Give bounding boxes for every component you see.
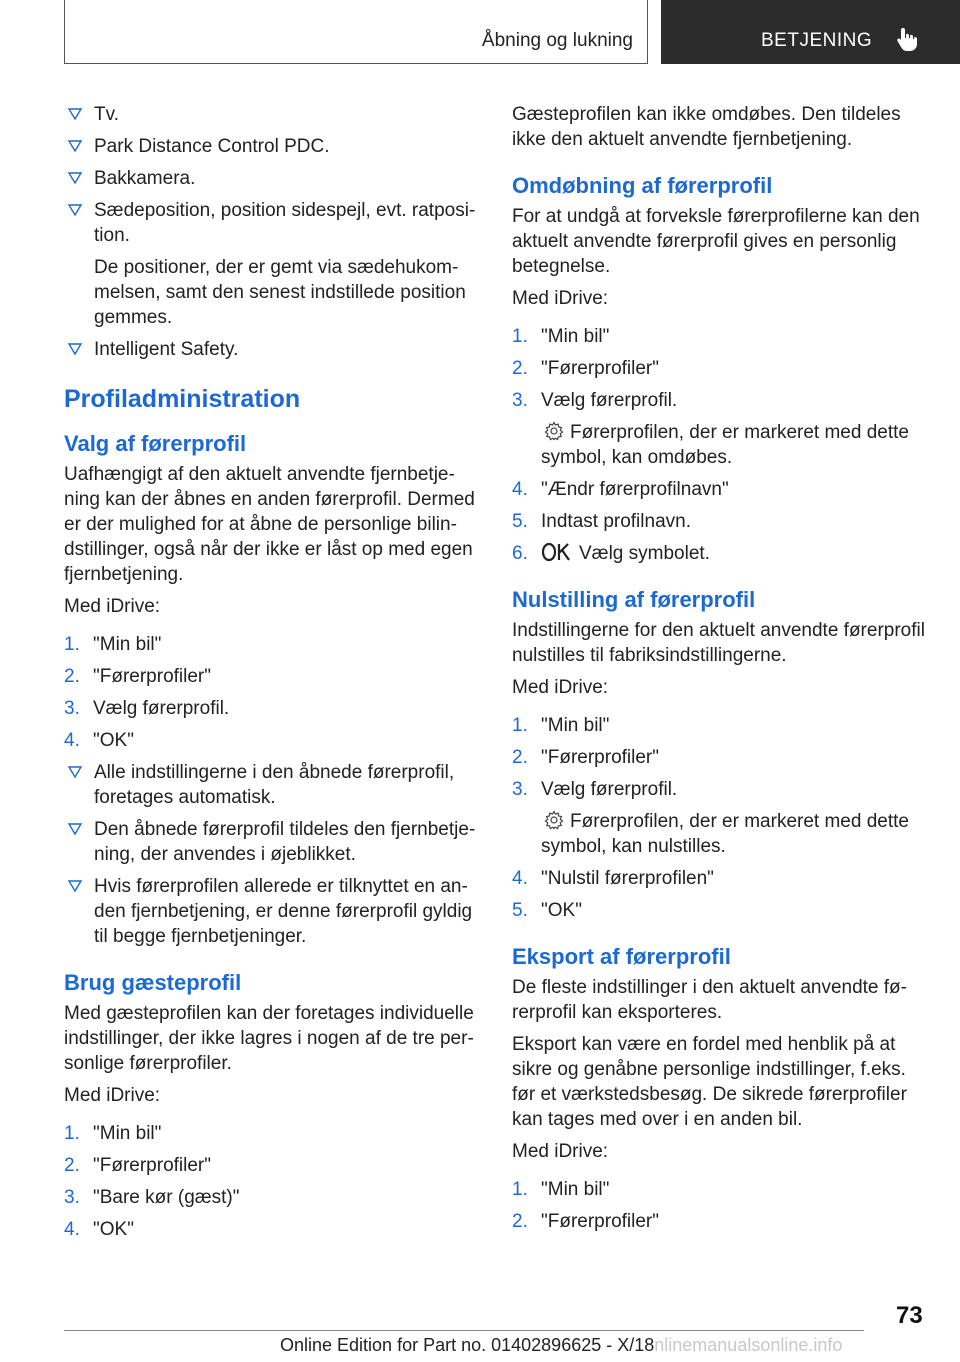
- numbered-step: [64, 664, 476, 689]
- numbered-step: [64, 1121, 476, 1146]
- numbered-step: [512, 866, 928, 891]
- bullet-text: Alle indstillingerne i den åbnede førerprofil, foretages automatisk.: [94, 762, 455, 808]
- numbered-step: [64, 1185, 476, 1210]
- numbered-step: [64, 728, 476, 753]
- step-text: "Nulstil førerprofilen": [541, 868, 714, 889]
- step-note: [512, 809, 928, 859]
- footer-divider: [64, 1330, 864, 1331]
- paragraph: Gæsteprofilen kan ikke omdøbes. Den tildeles ikke den aktuelt anvendte fjernbetjening.: [512, 104, 901, 150]
- step-number: 2.: [512, 358, 528, 379]
- triangle-bullet-icon: [67, 138, 83, 154]
- paragraph: Uafhængigt af den aktuelt anvendte fjernbetjening kan der åbnes en anden førerprofil. Dermed er der mulighed for at åbne de personlige bilindstillinger, også når der ikke er låst op med egen fjernbetjening.: [64, 464, 475, 585]
- step-number: 1.: [512, 715, 528, 736]
- step-number: 2.: [512, 747, 528, 768]
- bullet-item: [64, 874, 476, 949]
- bullet-text: Den åbnede førerprofil tildeles den fjernbetjening, der anvendes i øjeblikket.: [94, 819, 476, 865]
- step-text: Indtast profilnavn.: [541, 511, 691, 532]
- step-text: "Min bil": [93, 634, 162, 655]
- numbered-step: [512, 777, 928, 802]
- edition-text: Online Edition for Part no. 01402896625 - X/18: [280, 1335, 655, 1355]
- triangle-bullet-icon: [67, 821, 83, 837]
- step-text: "Bare kør (gæst)": [93, 1187, 240, 1208]
- numbered-step: [512, 324, 928, 349]
- step-text: Vælg førerprofil.: [541, 390, 678, 411]
- step-text: "Førerprofiler": [541, 1211, 659, 1232]
- step-number: 5.: [512, 511, 528, 532]
- numbered-step: [64, 696, 476, 721]
- numbered-step: [512, 898, 928, 923]
- numbered-step: [512, 745, 928, 770]
- numbered-step: [512, 541, 928, 566]
- step-text: "Førerprofiler": [541, 358, 659, 379]
- step-text: Vælg symbolet.: [579, 543, 710, 564]
- step-text: "OK": [93, 1219, 134, 1240]
- step-text: Vælg førerprofil.: [541, 779, 678, 800]
- note-text: Førerprofilen, der er markeret med dette symbol, kan nulstilles.: [541, 811, 909, 857]
- step-text: "OK": [93, 730, 134, 751]
- step-text: Vælg førerprofil.: [93, 698, 230, 719]
- step-text: "Min bil": [541, 1179, 610, 1200]
- chapter-tab: [661, 0, 960, 64]
- page-number: 73: [896, 1302, 923, 1329]
- numbered-step: [64, 632, 476, 657]
- triangle-bullet-icon: [67, 202, 83, 218]
- footer-edition: [280, 1335, 842, 1356]
- triangle-bullet-icon: [67, 764, 83, 780]
- right-column: [512, 102, 928, 1241]
- step-number: 3.: [64, 698, 80, 719]
- paragraph: Med iDrive:: [64, 596, 161, 617]
- paragraph: Med gæsteprofilen kan der foretages individuelle indstillinger, der ikke lagres i nogen af de tre personlige førerprofiler.: [64, 1003, 474, 1074]
- step-number: 4.: [512, 868, 528, 889]
- left-column: [64, 102, 476, 1249]
- gear-icon: [544, 421, 564, 441]
- step-text: "Min bil": [541, 326, 610, 347]
- step-number: 6.: [512, 543, 528, 564]
- numbered-step: [512, 356, 928, 381]
- step-number: 5.: [512, 900, 528, 921]
- bullet-text: Tv.: [94, 104, 119, 125]
- bullet-item: [64, 198, 476, 248]
- step-number: 4.: [64, 730, 80, 751]
- step-number: 3.: [64, 1187, 80, 1208]
- bullet-subtext: De positioner, der er gemt via sædehukommelsen, samt den senest indstillede position gemmes.: [94, 257, 466, 328]
- gear-icon: [544, 810, 564, 830]
- numbered-step: [512, 477, 928, 502]
- bullet-item: [64, 817, 476, 867]
- step-text: "Førerprofiler": [541, 747, 659, 768]
- step-number: 3.: [512, 779, 528, 800]
- step-text: "Min bil": [93, 1123, 162, 1144]
- watermark-text: nlinemanualsonline.info: [654, 1335, 843, 1355]
- bullet-text: Sædeposition, position sidespejl, evt. ratposition.: [94, 200, 476, 246]
- bullet-item: [64, 102, 476, 127]
- chapter-tab-label: BETJENING: [761, 30, 873, 51]
- step-text: "OK": [541, 900, 582, 921]
- step-number: 4.: [64, 1219, 80, 1240]
- triangle-bullet-icon: [67, 341, 83, 357]
- bullet-item: [64, 166, 476, 191]
- section-heading: Profiladministration: [64, 385, 301, 413]
- step-text: "Ændr førerprofilnavn": [541, 479, 729, 500]
- numbered-step: [64, 1217, 476, 1242]
- numbered-step: [64, 1153, 476, 1178]
- paragraph: For at undgå at forveksle førerprofilerne kan den aktuelt anvendte førerprofil gives en personlig betegnelse.: [512, 206, 920, 277]
- step-text: "Min bil": [541, 715, 610, 736]
- section-tab-label: Åbning og lukning: [481, 30, 633, 51]
- bullet-text: Bakkamera.: [94, 168, 196, 189]
- subsection-heading: Brug gæsteprofil: [64, 970, 242, 995]
- numbered-step: [512, 713, 928, 738]
- bullet-item: [64, 134, 476, 159]
- step-text: "Førerprofiler": [93, 666, 211, 687]
- bullet-text: Hvis førerprofilen allerede er tilknyttet en anden fjernbetjening, er denne førerprofil gyldig til begge fjernbetjeninger.: [94, 876, 473, 947]
- numbered-step: [512, 509, 928, 534]
- step-number: 2.: [512, 1211, 528, 1232]
- step-number: 2.: [64, 1155, 80, 1176]
- subsection-heading: Valg af førerprofil: [64, 431, 247, 456]
- step-number: 1.: [512, 326, 528, 347]
- paragraph: Eksport kan være en fordel med henblik på at sikre og genåbne personlige indstillinger, f.eks. før et værkstedsbesøg. De sikrede førerprofiler kan tages med over i en anden bil.: [512, 1034, 907, 1130]
- numbered-step: [512, 1209, 928, 1234]
- subsection-heading: Omdøbning af førerprofil: [512, 173, 773, 198]
- step-number: 1.: [512, 1179, 528, 1200]
- numbered-step: [512, 388, 928, 413]
- step-number: 1.: [64, 1123, 80, 1144]
- triangle-bullet-icon: [67, 106, 83, 122]
- subsection-heading: Eksport af førerprofil: [512, 944, 731, 969]
- pointing-hand-icon: [895, 26, 919, 52]
- paragraph: Indstillingerne for den aktuelt anvendte førerprofil nulstilles til fabriksindstillingerne.: [512, 620, 925, 666]
- step-text: "Førerprofiler": [93, 1155, 211, 1176]
- step-number: 3.: [512, 390, 528, 411]
- step-number: 4.: [512, 479, 528, 500]
- section-tab: [64, 0, 648, 64]
- note-text: Førerprofilen, der er markeret med dette symbol, kan omdøbes.: [541, 422, 909, 468]
- step-note: [512, 420, 928, 470]
- bullet-item: [64, 760, 476, 810]
- paragraph: De fleste indstillinger i den aktuelt anvendte førerprofil kan eksporteres.: [512, 977, 907, 1023]
- page-header: [0, 0, 960, 66]
- step-number: 2.: [64, 666, 80, 687]
- step-number: 1.: [64, 634, 80, 655]
- numbered-step: [512, 1177, 928, 1202]
- bullet-text: Intelligent Safety.: [94, 339, 239, 360]
- bullet-item: [64, 337, 476, 362]
- paragraph: Med iDrive:: [512, 677, 609, 698]
- triangle-bullet-icon: [67, 878, 83, 894]
- subsection-heading: Nulstilling af førerprofil: [512, 587, 756, 612]
- paragraph: Med iDrive:: [512, 1141, 609, 1162]
- paragraph: Med iDrive:: [64, 1085, 161, 1106]
- paragraph: Med iDrive:: [512, 288, 609, 309]
- bullet-text: Park Distance Control PDC.: [94, 136, 330, 157]
- ok-symbol-icon: [541, 542, 573, 562]
- triangle-bullet-icon: [67, 170, 83, 186]
